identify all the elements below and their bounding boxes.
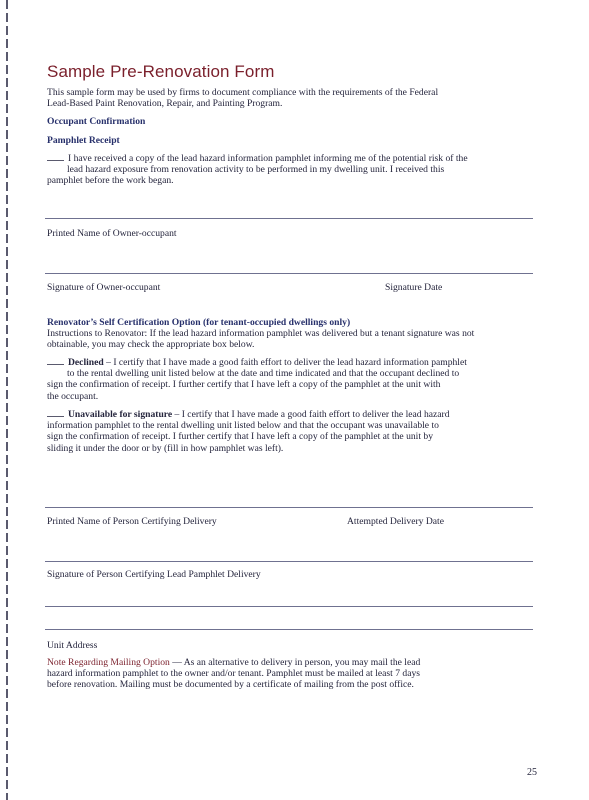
mailing-line: hazard information pamphlet to the owner and/or tenant. Pamphlet must be mailed at least 7 days <box>47 668 420 680</box>
page-number: 25 <box>527 767 537 778</box>
pamphlet-receipt-heading: Pamphlet Receipt <box>47 135 120 146</box>
intro-line: This sample form may be used by firms to document compliance with the requirements of the Federal <box>47 87 439 98</box>
pamphlet-line: pamphlet before the work began. <box>47 175 174 187</box>
owner-name-line[interactable] <box>45 218 533 219</box>
pamphlet-line: I have received a copy of the lead hazard information pamphlet informing me of the potential risk of the <box>68 153 468 164</box>
unit-address-label: Unit Address <box>47 640 98 651</box>
pamphlet-receipt-text <box>47 152 537 187</box>
unavailable-option <box>47 408 537 454</box>
pamphlet-line: lead hazard exposure from renovation activity to be performed in my dwelling unit. I received this <box>67 164 445 176</box>
mailing-line: — As an alternative to delivery in person, you may mail the lead <box>169 657 421 668</box>
mailing-label: Note Regarding Mailing Option <box>47 657 170 668</box>
unavailable-line: – I certify that I have made a good faith effort to deliver the lead hazard <box>172 409 450 420</box>
declined-checkbox[interactable] <box>47 356 64 365</box>
owner-signature-line[interactable] <box>45 273 533 274</box>
declined-option <box>47 356 537 402</box>
instructions-line: obtainable, you may check the appropriate box below. <box>47 339 255 351</box>
instructions-text <box>47 328 537 350</box>
declined-line: – I certify that I have made a good faith effort to deliver the lead hazard information pamphlet <box>103 357 467 368</box>
instructions-line: Instructions to Renovator: If the lead hazard information pamphlet was delivered but a tenant signature was not <box>47 328 475 339</box>
declined-line: the occupant. <box>47 390 99 402</box>
signature-owner-label: Signature of Owner-occupant <box>47 282 161 293</box>
declined-line: sign the confirmation of receipt. I further certify that I have left a copy of the pamphlet at the unit with <box>47 379 441 391</box>
certifier-signature-line[interactable] <box>45 561 533 562</box>
form-title: Sample Pre-Renovation Form <box>47 62 275 81</box>
certifier-name-line[interactable] <box>45 507 533 508</box>
declined-line: to the rental dwelling unit listed below at the date and time indicated and that the occupant declined to <box>67 368 460 380</box>
printed-owner-label: Printed Name of Owner-occupant <box>47 228 177 239</box>
unavailable-checkbox[interactable] <box>47 408 64 417</box>
attempted-date-label: Attempted Delivery Date <box>347 516 444 527</box>
printed-certifier-label: Printed Name of Person Certifying Delivery <box>47 516 217 527</box>
binding-edge <box>6 0 8 800</box>
mailing-line: before renovation. Mailing must be documented by a certificate of mailing from the post office. <box>47 679 414 691</box>
signature-certifier-label: Signature of Person Certifying Lead Pamphlet Delivery <box>47 569 261 580</box>
renovator-certification-heading: Renovator’s Self Certification Option (for tenant-occupied dwellings only) <box>47 317 351 328</box>
unavailable-label: Unavailable for signature <box>68 409 173 420</box>
unavailable-line: information pamphlet to the rental dwelling unit listed below and that the occupant was unavailable to <box>47 420 439 432</box>
intro-text <box>47 87 527 109</box>
intro-line: Lead-Based Paint Renovation, Repair, and Painting Program. <box>47 98 283 110</box>
mailing-note <box>47 657 537 691</box>
unit-address-line-1[interactable] <box>45 606 533 607</box>
unit-address-line-2[interactable] <box>45 629 533 630</box>
unavailable-line: sign the confirmation of receipt. I further certify that I have left a copy of the pamphlet at the unit by <box>47 431 434 443</box>
unavailable-line: sliding it under the door or by (fill in how pamphlet was left). <box>47 442 284 454</box>
signature-date-label: Signature Date <box>385 282 443 293</box>
pamphlet-receipt-checkbox[interactable] <box>47 152 64 161</box>
occupant-confirmation-heading: Occupant Confirmation <box>47 116 146 127</box>
declined-label: Declined <box>68 357 104 368</box>
